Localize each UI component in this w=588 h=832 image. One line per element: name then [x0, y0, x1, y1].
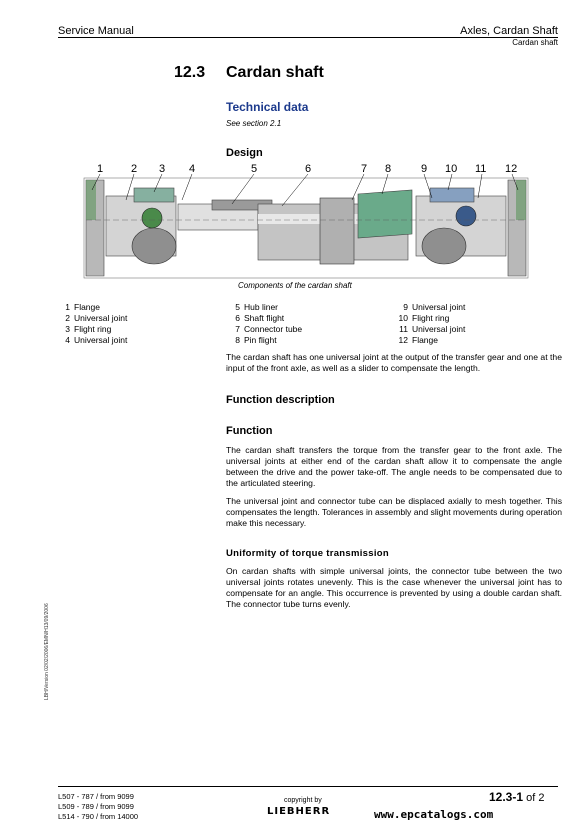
- uniformity-heading: Uniformity of torque transmission: [226, 548, 389, 559]
- footer-rule: [58, 786, 558, 787]
- flange-right-shading: [516, 180, 526, 220]
- legend-item: 5 Hub liner: [235, 302, 279, 312]
- callout-12: 12: [505, 163, 518, 175]
- flight-ring-left: [134, 188, 174, 202]
- model-list: [58, 792, 138, 822]
- legend-item: 8 Pin flight: [235, 335, 277, 345]
- joint-cross-left: [142, 208, 162, 228]
- legend-item: 6 Shaft flight: [235, 313, 285, 323]
- callout-1: 1: [97, 163, 104, 175]
- callout-2: 2: [131, 163, 138, 175]
- technical-data-reference: See section 2.1: [226, 119, 282, 128]
- callout-6: 6: [305, 163, 312, 175]
- callout-8: 8: [385, 163, 392, 175]
- uniformity-paragraph: On cardan shafts with simple universal joints, the connector tube between the two universal joints rotates unevenly. This is the case whenever the universal joint has to compensate for an angle. This occurrence is prevented by using a double cardan shaft. The connector tube turns evenly.: [226, 566, 562, 609]
- side-version-text: LBH/Version 02/02/2006/EMN/H13/09/2006: [44, 603, 50, 700]
- chapter-title: Cardan shaft: [226, 64, 324, 81]
- function-paragraph-2: The universal joint and connector tube can be displaced axially to mesh together. This compensates the length. Tolerances in assembly and slight movements during operation make this necessary.: [226, 496, 562, 528]
- header-right: Axles, Cardan Shaft: [460, 25, 558, 37]
- callout-7: 7: [361, 163, 368, 175]
- legend-column-3: [396, 302, 465, 346]
- callout-11: 11: [475, 163, 487, 175]
- liebherr-logo: LIEBHERR: [267, 806, 331, 817]
- design-paragraph: The cardan shaft has one universal joint at the output of the transfer gear and one at the input of the front axle, as well as a slider to compensate the length.: [226, 352, 562, 373]
- joint-cross-right: [456, 206, 476, 226]
- legend-item: 11 Universal joint: [399, 324, 466, 334]
- function-heading: Function: [226, 425, 273, 437]
- cardan-shaft-diagram: [82, 160, 530, 280]
- chapter-number: 12.3: [174, 64, 206, 81]
- model-line: L514 - 790 / from 14000: [58, 812, 139, 821]
- callout-5: 5: [251, 163, 258, 175]
- legend-column-2: [228, 302, 302, 346]
- legend-item: 4 Universal joint: [65, 335, 128, 345]
- legend-item: 7 Connector tube: [235, 324, 303, 334]
- tube-collar: [320, 198, 354, 264]
- legend-item: 3 Flight ring: [65, 324, 112, 334]
- figure-caption: Components of the cardan shaft: [238, 281, 352, 290]
- copyright-text: copyright by: [284, 797, 322, 804]
- header-subtitle: Cardan shaft: [512, 38, 558, 47]
- watermark-url[interactable]: www.epcatalogs.com: [374, 808, 494, 821]
- callout-4: 4: [189, 163, 196, 175]
- function-description-heading: Function description: [226, 394, 335, 406]
- header-left: Service Manual: [58, 25, 134, 37]
- flange-left-shading: [86, 180, 96, 220]
- header-rule: [58, 37, 558, 38]
- legend-item: 2 Universal joint: [65, 313, 128, 323]
- page-number: 12.3-1 of 2: [489, 790, 545, 804]
- model-line: L507 - 787 / from 9099: [58, 792, 134, 801]
- technical-data-heading: Technical data: [226, 100, 309, 114]
- legend-item: 1 Flange: [65, 302, 100, 312]
- legend-item: 10 Flight ring: [398, 313, 450, 323]
- model-line: L509 - 789 / from 9099: [58, 802, 134, 811]
- callout-10: 10: [445, 163, 458, 175]
- pin-flight: [358, 190, 412, 238]
- legend-item: 12 Flange: [398, 335, 438, 345]
- legend-item: 9 Universal joint: [403, 302, 466, 312]
- flight-ring-right: [430, 188, 474, 202]
- bearing-left: [132, 228, 176, 264]
- legend-column-1: [58, 302, 127, 346]
- design-heading: Design: [226, 147, 263, 159]
- callout-9: 9: [421, 163, 428, 175]
- bearing-right: [422, 228, 466, 264]
- function-paragraph-1: The cardan shaft transfers the torque from the transfer gear to the front axle. The universal joints at either end of the cardan shaft allow it to compensate the angle between the drive and the power take-off. The angle needs to be compensated due to the articulated steering.: [226, 445, 562, 488]
- callout-3: 3: [159, 163, 166, 175]
